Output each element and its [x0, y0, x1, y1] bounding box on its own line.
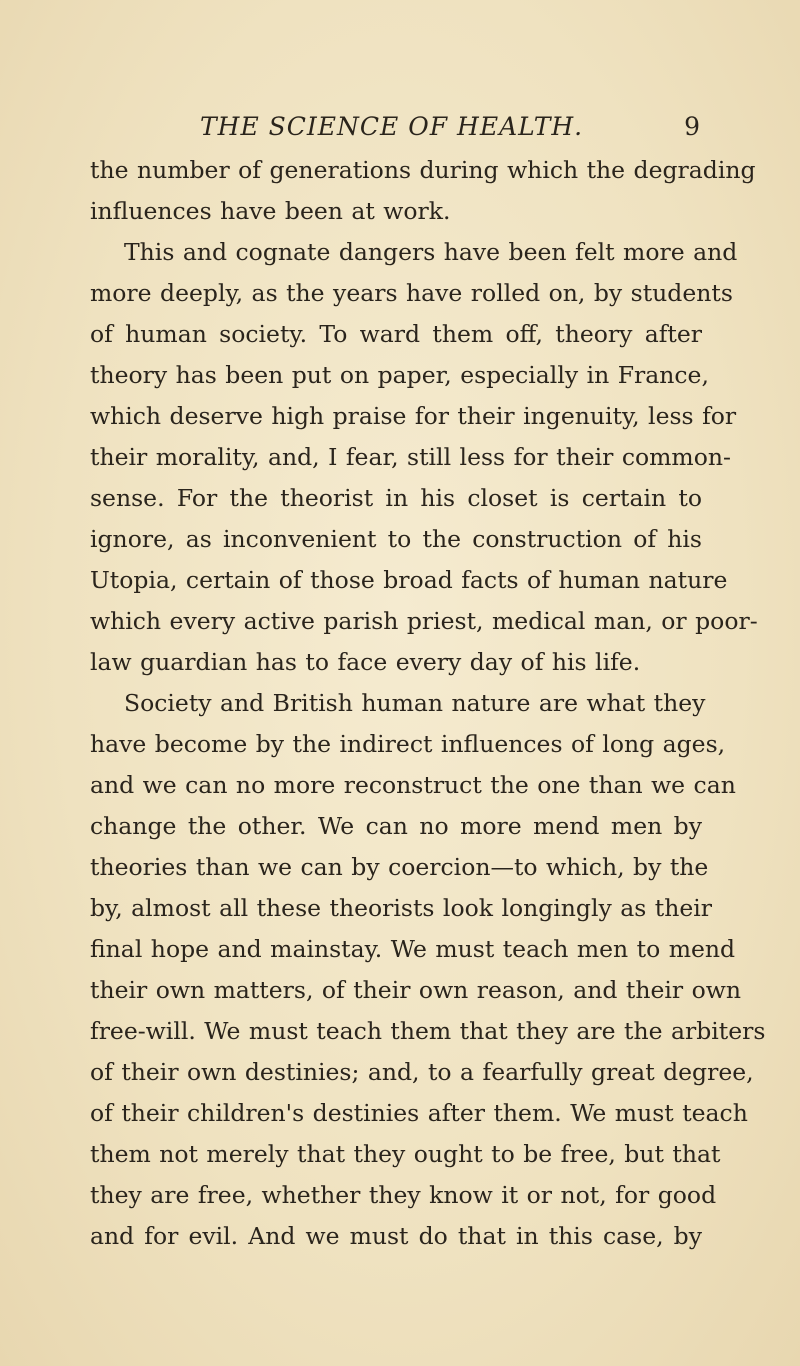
running-header [200, 112, 700, 152]
text-line: This and cognate dangers have been felt more and [124, 238, 738, 266]
text-line: their own matters, of their own reason, and their own [90, 976, 741, 1004]
text-line: more deeply, as the years have rolled on, by students [90, 279, 733, 307]
running-title: THE SCIENCE OF HEALTH. [200, 112, 584, 141]
text-line: and we can no more reconstruct the one than we can [90, 771, 736, 799]
text-line: their morality, and, I fear, still less for their common- [90, 443, 731, 471]
text-line: and for evil. And we must do that in this case, by [90, 1222, 702, 1250]
text-line: Society and British human nature are what they [124, 689, 706, 717]
text-line: sense. For the theorist in his closet is certain to [90, 484, 702, 512]
text-line: by, almost all these theorists look longingly as their [90, 894, 713, 922]
text-line: theory has been put on paper, especially in France, [90, 361, 709, 389]
text-line: final hope and mainstay. We must teach men to mend [90, 935, 736, 963]
text-line: theories than we can by coercion—to which, by the [90, 853, 709, 881]
text-line: have become by the indirect influences of long ages, [90, 730, 726, 758]
text-line: influences have been at work. [90, 197, 451, 225]
text-line: law guardian has to face every day of his life. [90, 648, 641, 676]
text-line: the number of generations during which the degrading [90, 156, 756, 184]
text-line: of human society. To ward them off, theory after [90, 320, 702, 348]
text-line: of their children's destinies after them. We must teach [90, 1099, 748, 1127]
text-line: ignore, as inconvenient to the construction of his [90, 525, 702, 553]
text-line: of their own destinies; and, to a fearfully great degree, [90, 1058, 754, 1086]
text-line: Utopia, certain of those broad facts of human nature [90, 566, 728, 594]
text-line: which every active parish priest, medical man, or poor- [90, 607, 758, 635]
body-text [90, 150, 766, 1257]
text-line: change the other. We can no more mend men by [90, 812, 702, 840]
text-line: them not merely that they ought to be free, but that [90, 1140, 721, 1168]
text-line: they are free, whether they know it or not, for good [90, 1181, 717, 1209]
text-line: free-will. We must teach them that they are the arbiters [90, 1017, 766, 1045]
page-number: 9 [684, 112, 700, 141]
text-line: which deserve high praise for their ingenuity, less for [90, 402, 737, 430]
